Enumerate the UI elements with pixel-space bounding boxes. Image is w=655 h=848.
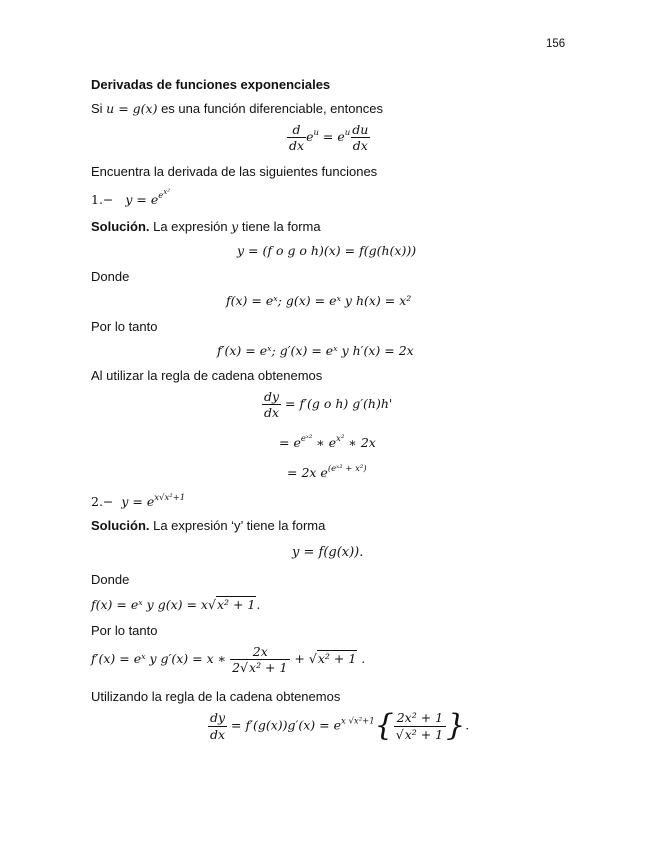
sqrt-sign: √ (308, 651, 317, 667)
frac-den: dx (264, 405, 280, 421)
example-2-statement (91, 494, 185, 509)
final-fraction (394, 711, 446, 740)
solution-label: Solución. (91, 518, 150, 533)
example-2-donde: Donde (91, 572, 130, 587)
defs-f: f(x) = eˣ y g(x) = x (91, 597, 208, 612)
intro-prefix: Si (91, 101, 107, 116)
du-dx-fraction (350, 123, 370, 152)
step-2-prefix: = e (279, 435, 301, 450)
example-1-label: 1.− (91, 192, 114, 207)
deriv-radicand: x² + 1 (317, 651, 357, 667)
frac-num: d (292, 122, 301, 137)
example-2-solution-line (91, 518, 325, 533)
example-1-step-2 (279, 435, 376, 450)
step-1-rhs: = f′(g o h) g′(h)h' (281, 396, 393, 412)
d-dx-fraction (287, 123, 306, 152)
sqrt-sign: √ (395, 726, 404, 742)
frac-num: 2x (252, 644, 268, 659)
den-coef: 2 (232, 660, 241, 676)
final-mid: = f′(g(x))g′(x) = e (227, 717, 341, 733)
step-3-exp: (eˣ² + x²) (327, 464, 367, 474)
example-1-base: e (150, 192, 159, 207)
intro-line (91, 101, 383, 116)
rule-lhs-base: e (306, 129, 314, 145)
example-2-form: y = f(g(x)). (292, 545, 364, 560)
example-1-donde: Donde (91, 269, 130, 284)
example-2-definitions (91, 597, 260, 612)
dy-dx-fraction (208, 711, 227, 740)
step-2-tail: ∗ 2x (344, 435, 376, 450)
rule-equals: = (318, 129, 338, 145)
solution-tail: tiene la forma (238, 219, 321, 234)
frac-den (394, 726, 446, 741)
deriv-fraction (230, 645, 290, 674)
close-brace: } (446, 708, 466, 743)
frac-num: du (352, 122, 369, 137)
instruction-text: Encuentra la derivada de las siguientes funciones (91, 164, 378, 179)
defs-radicand: x² + 1 (216, 597, 256, 612)
example-1-composition: y = (f o g o h)(x) = f(g(h(x))) (237, 243, 417, 258)
frac-num: 2x² + 1 (396, 710, 444, 726)
example-1-exp-base: e (158, 191, 164, 201)
example-2-chain-text: Utilizando la regla de la cadena obtenemos (91, 689, 341, 704)
solution-text: La expresión (149, 219, 232, 234)
example-2-por-lo-tanto: Por lo tanto (91, 623, 158, 638)
frac-den: dx (352, 138, 368, 154)
example-1-por-lo-tanto: Por lo tanto (91, 319, 158, 334)
example-2-derivatives (91, 645, 365, 674)
page-number: 156 (546, 38, 566, 50)
solution-text: La expresión ‘y’ tiene la forma (149, 518, 326, 533)
section-heading: Derivadas de funciones exponenciales (91, 77, 331, 92)
solution-var: y (231, 219, 239, 234)
rule-rhs-base: e (337, 129, 345, 145)
deriv-prefix: f′(x) = eˣ y g′(x) = x ∗ (91, 651, 231, 667)
den-radicand: x² + 1 (249, 660, 288, 676)
example-1-solution-line (91, 219, 321, 234)
example-1-chain-text: Al utilizar la regla de cadena obtenemos (91, 368, 323, 383)
step-2-exp-2: x² (336, 434, 345, 444)
deriv-plus: + (290, 651, 309, 667)
deriv-end: . (357, 651, 366, 667)
example-1-derivatives: f′(x) = eˣ; g′(x) = eˣ y h′(x) = 2x (217, 343, 414, 358)
example-1-definitions: f(x) = eˣ; g(x) = eˣ y h(x) = x² (226, 293, 412, 308)
dy-dx-fraction (262, 390, 281, 419)
example-2-label: 2.− (91, 494, 114, 509)
sqrt-sign: √ (240, 660, 249, 676)
defs-end: . (256, 597, 261, 612)
intro-suffix: es una función diferenciable, entonces (157, 101, 383, 116)
example-2-final (208, 708, 470, 743)
step-3-prefix: = 2x e (287, 465, 328, 480)
frac-den (230, 659, 290, 674)
open-brace: { (374, 708, 394, 743)
den-radicand: x² + 1 (404, 726, 444, 742)
exp-derivative-rule (287, 123, 370, 152)
frac-den: dx (289, 138, 305, 154)
final-end: . (465, 717, 470, 733)
example-2-lhs: y = e (121, 494, 155, 509)
example-1-exp-exp: x² (163, 188, 171, 196)
example-1-step-1 (262, 390, 392, 419)
rule-lhs-exp: u (313, 128, 319, 139)
rule-rhs-exp: u (344, 128, 351, 139)
example-1-step-3 (287, 465, 367, 480)
frac-num: dy (210, 710, 226, 726)
solution-label: Solución. (91, 219, 150, 234)
frac-num: dy (264, 389, 280, 404)
example-1-lhs: y = (125, 192, 151, 207)
step-2-mid: ∗ e (312, 435, 337, 450)
step-2-exp-1: eˣ² (300, 434, 313, 444)
intro-math: u = g(x) (106, 101, 158, 116)
final-exp: x √x²+1 (340, 716, 375, 727)
frac-den: dx (210, 726, 226, 742)
example-2-exp: x√x²+1 (154, 493, 186, 503)
sqrt-sign: √ (207, 597, 216, 612)
example-1-statement (91, 188, 171, 207)
